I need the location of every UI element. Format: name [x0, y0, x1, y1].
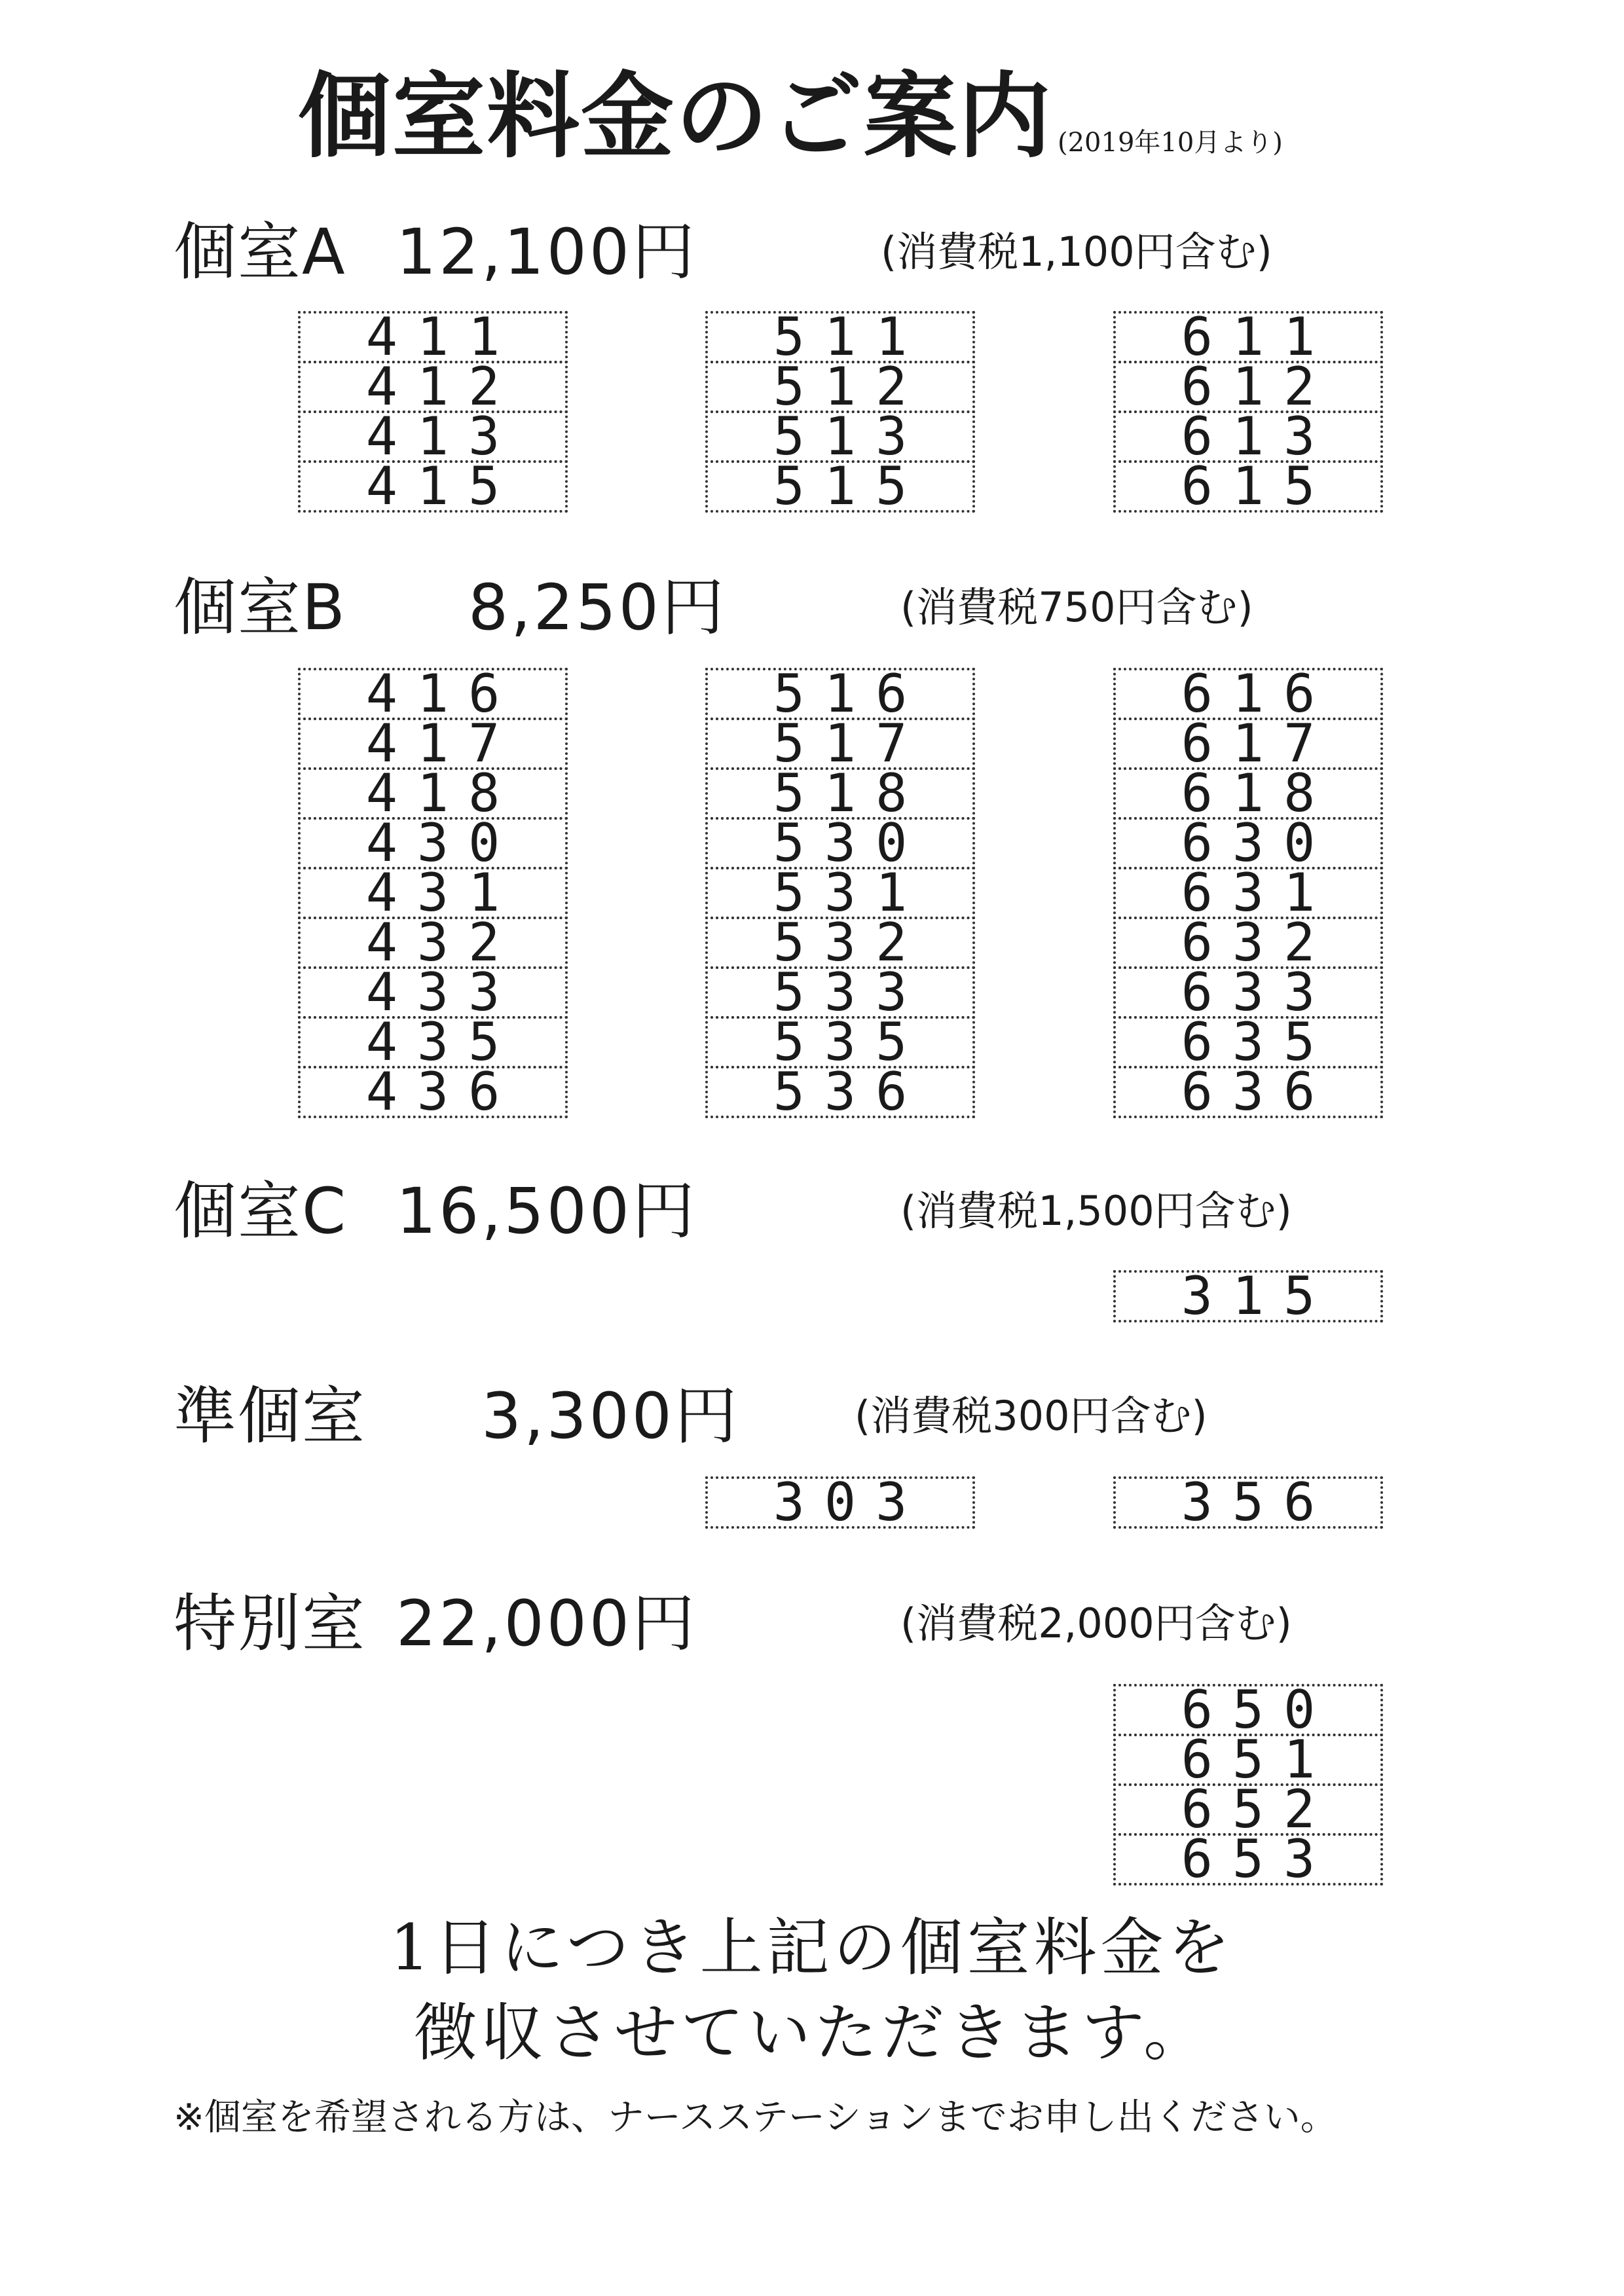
- section-tax-note: (消費税300円含む): [855, 1392, 1208, 1440]
- room-number: 412: [298, 361, 568, 413]
- room-number: 356: [1113, 1476, 1383, 1529]
- room-number: 651: [1113, 1734, 1383, 1786]
- room-list-col-4f-b: [298, 663, 568, 1122]
- room-number: 433: [298, 966, 568, 1019]
- room-number: 613: [1113, 410, 1383, 463]
- section-tax-note: (消費税750円含む): [900, 583, 1253, 631]
- room-number: 631: [1113, 867, 1383, 919]
- section-header-room-b: [174, 568, 1392, 647]
- room-number: 616: [1113, 668, 1383, 720]
- room-list-col-6f-b: [1113, 663, 1383, 1122]
- room-number: 418: [298, 767, 568, 820]
- section-price: 3,300円: [481, 1379, 740, 1453]
- room-number: 635: [1113, 1016, 1383, 1068]
- room-number: 536: [705, 1066, 975, 1118]
- room-list-col-semi-356: [1113, 1472, 1383, 1533]
- room-number: 303: [705, 1476, 975, 1529]
- title-main: 個室料金のご案内: [298, 63, 1052, 171]
- room-number: 413: [298, 410, 568, 463]
- section-header-room-c: [174, 1172, 1392, 1250]
- room-number: 416: [298, 668, 568, 720]
- room-number: 652: [1113, 1783, 1383, 1836]
- room-number: 636: [1113, 1066, 1383, 1118]
- room-number: 530: [705, 817, 975, 869]
- daily-charge-notice: [0, 1905, 1624, 2075]
- room-number: 415: [298, 460, 568, 513]
- section-tax-note: (消費税1,100円含む): [881, 228, 1272, 276]
- section-header-room-a: [174, 213, 1392, 291]
- room-number: 411: [298, 311, 568, 363]
- section-name: 個室C: [174, 1175, 348, 1248]
- room-number: 517: [705, 718, 975, 770]
- room-number: 315: [1113, 1270, 1383, 1322]
- room-number: 513: [705, 410, 975, 463]
- room-number: 653: [1113, 1833, 1383, 1886]
- room-number: 430: [298, 817, 568, 869]
- section-header-special-room: [174, 1584, 1392, 1663]
- room-number: 615: [1113, 460, 1383, 513]
- room-number: 432: [298, 917, 568, 969]
- room-number: 417: [298, 718, 568, 770]
- page-title: [298, 46, 1283, 171]
- room-number: 512: [705, 361, 975, 413]
- room-number: 533: [705, 966, 975, 1019]
- room-number: 611: [1113, 311, 1383, 363]
- section-name: 特別室: [174, 1587, 366, 1660]
- section-tax-note: (消費税1,500円含む): [900, 1187, 1292, 1235]
- room-number: 532: [705, 917, 975, 969]
- room-number: 436: [298, 1066, 568, 1118]
- room-list-col-special: [1113, 1679, 1383, 1889]
- section-tax-note: (消費税2,000円含む): [900, 1599, 1292, 1647]
- room-number: 630: [1113, 817, 1383, 869]
- room-number: 633: [1113, 966, 1383, 1019]
- room-list-col-semi-303: [705, 1472, 975, 1533]
- section-name: 準個室: [174, 1379, 366, 1453]
- footnote: ※個室を希望される方は、ナースステーションまでお申し出ください。: [174, 2096, 1337, 2139]
- room-list-col-4f-a: [298, 306, 568, 517]
- room-number: 535: [705, 1016, 975, 1068]
- section-name: 個室A: [174, 215, 346, 289]
- room-list-col-6f-a: [1113, 306, 1383, 517]
- room-number: 617: [1113, 718, 1383, 770]
- section-price: 16,500円: [396, 1175, 697, 1248]
- room-number: 431: [298, 867, 568, 919]
- room-number: 650: [1113, 1684, 1383, 1736]
- title-effective-date: (2019年10月より): [1058, 128, 1283, 158]
- room-number: 515: [705, 460, 975, 513]
- notice-line-2: 徴収させていただきます。: [413, 1996, 1211, 2069]
- room-list-col-5f-b: [705, 663, 975, 1122]
- room-list-col-5f-a: [705, 306, 975, 517]
- room-number: 618: [1113, 767, 1383, 820]
- room-number: 516: [705, 668, 975, 720]
- room-number: 531: [705, 867, 975, 919]
- room-number: 632: [1113, 917, 1383, 969]
- room-number: 612: [1113, 361, 1383, 413]
- room-number: 518: [705, 767, 975, 820]
- section-header-semi-private: [174, 1377, 1392, 1455]
- room-list-col-room-c: [1113, 1266, 1383, 1326]
- section-name: 個室B: [174, 571, 346, 644]
- section-price: 8,250円: [468, 571, 727, 644]
- section-price: 12,100円: [396, 215, 697, 289]
- notice-line-1: 1日につき上記の個室料金を: [390, 1911, 1234, 1984]
- section-price: 22,000円: [396, 1587, 697, 1660]
- room-number: 511: [705, 311, 975, 363]
- room-number: 435: [298, 1016, 568, 1068]
